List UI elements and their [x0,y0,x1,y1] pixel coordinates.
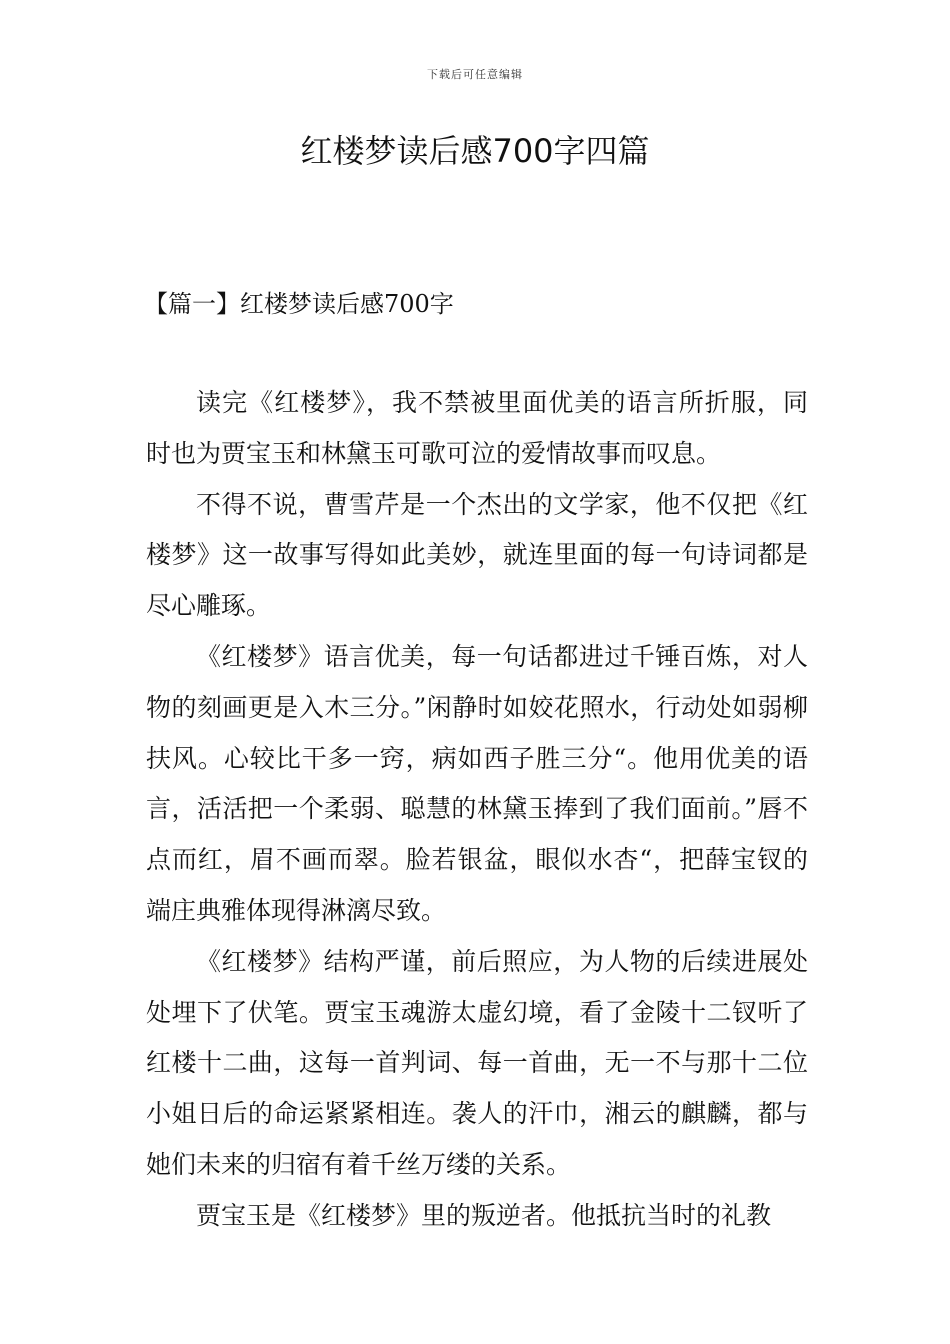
section-heading: 【篇一】红楼梦读后感700字 [144,290,454,318]
body-text [146,378,808,1242]
paragraph: 《红楼梦》语言优美，每一句话都进过千锤百炼，对人物的刻画更是入木三分。”闲静时如姣花照水，行动处如弱柳扶风。心较比干多一窍，病如西子胜三分“。他用优美的语言，活活把一个柔弱、聪慧的林黛玉捧到了我们面前。”唇不点而红，眉不画而翠。脸若银盆，眼似水杏“，把薛宝钗的端庄典雅体现得淋漓尽致。 [146,641,808,925]
document-title: 红楼梦读后感700字四篇 [300,132,650,170]
paragraph: 《红楼梦》结构严谨，前后照应，为人物的后续进展处处埋下了伏笔。贾宝玉魂游太虚幻境，看了金陵十二钗听了红楼十二曲，这每一首判词、每一首曲，无一不与那十二位小姐日后的命运紧紧相连。袭人的汗巾，湘云的麒麟，都与她们未来的归宿有着千丝万缕的关系。 [146,946,808,1179]
paragraph: 贾宝玉是《红楼梦》里的叛逆者。他抵抗当时的礼教 [196,1200,772,1230]
paragraph: 读完《红楼梦》，我不禁被里面优美的语言所折服，同时也为贾宝玉和林黛玉可歌可泣的爱情故事而叹息。 [146,388,808,468]
header-note: 下载后可任意编辑 [427,68,523,81]
paragraph: 不得不说，曹雪芹是一个杰出的文学家，他不仅把《红楼梦》这一故事写得如此美妙，就连里面的每一句诗词都是尽心雕琢。 [146,489,808,621]
